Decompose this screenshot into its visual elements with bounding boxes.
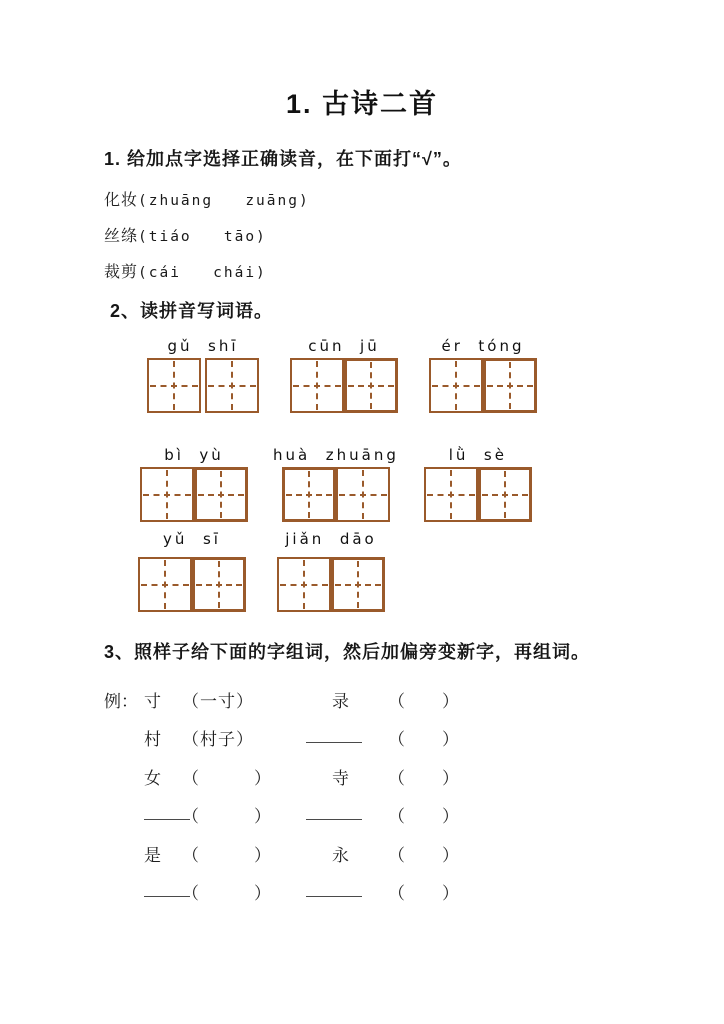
- answer-parens[interactable]: （ ）: [182, 807, 272, 827]
- tianzige-box[interactable]: [277, 557, 331, 612]
- q1-choices[interactable]: (tiáo tāo): [138, 229, 267, 245]
- tianzige-box[interactable]: [194, 467, 248, 522]
- pinyin-grid-row: [138, 530, 724, 612]
- base-character: 永: [332, 845, 349, 865]
- word-formation-row: [104, 680, 724, 719]
- answer-parens[interactable]: （ ）: [182, 768, 272, 788]
- q1-word: 裁剪: [104, 264, 139, 281]
- writing-boxes: [277, 557, 385, 612]
- tianzige-box[interactable]: [483, 358, 537, 413]
- q1-heading: 1. 给加点字选择正确读音，在下面打“√”。: [104, 149, 462, 169]
- pinyin-label: yǔ sī: [163, 530, 221, 548]
- q1-word: 化妆: [104, 192, 139, 209]
- tianzige-box[interactable]: [331, 557, 385, 612]
- example-word-parens: （村子）: [182, 730, 254, 750]
- answer-parens[interactable]: （ ）: [388, 768, 460, 788]
- tianzige-box[interactable]: [478, 467, 532, 522]
- word-formation-row: [104, 757, 724, 796]
- q3-heading: 3、照样子给下面的字组词，然后加偏旁变新字，再组词。: [104, 642, 591, 662]
- tianzige-box[interactable]: [429, 358, 483, 413]
- pinyin-label: cūn jū: [308, 337, 380, 355]
- base-character: 寺: [332, 768, 349, 788]
- tianzige-box[interactable]: [138, 557, 192, 612]
- answer-parens[interactable]: （ ）: [182, 884, 272, 904]
- answer-parens[interactable]: （ ）: [388, 884, 460, 904]
- pronunciation-item: [104, 187, 724, 207]
- writing-boxes: [138, 557, 246, 612]
- base-character: 是: [144, 845, 161, 865]
- new-character-slot: [144, 805, 182, 825]
- answer-parens[interactable]: （ ）: [388, 845, 460, 865]
- blank-line[interactable]: [306, 883, 362, 897]
- page-title: 1. 古诗二首: [285, 89, 439, 119]
- q2-heading: 2、读拼音写词语。: [110, 301, 274, 321]
- word-grid-group: [138, 530, 246, 612]
- tianzige-box[interactable]: [147, 358, 201, 413]
- pinyin-label: ér tóng: [441, 337, 525, 355]
- word-grid-group: [277, 530, 385, 612]
- tianzige-box[interactable]: [424, 467, 478, 522]
- word-formation-row: [104, 873, 724, 912]
- tianzige-box[interactable]: [336, 467, 390, 522]
- new-character-slot: [306, 728, 388, 748]
- blank-line[interactable]: [306, 729, 362, 743]
- new-character-slot: [144, 882, 182, 902]
- word-grid-group: [140, 446, 248, 522]
- pinyin-grid-row: [147, 337, 724, 413]
- word-formation-table: [0, 680, 724, 911]
- pinyin-label: gǔ shī: [167, 337, 239, 355]
- tianzige-box[interactable]: [140, 467, 194, 522]
- writing-boxes: [147, 358, 259, 413]
- pinyin-label: bì yù: [164, 446, 224, 464]
- new-character-slot: [306, 882, 388, 902]
- example-word-parens: （一寸）: [182, 691, 254, 711]
- pinyin-label: lǜ sè: [448, 446, 507, 464]
- q1-word: 丝绦: [104, 228, 139, 245]
- word-grid-group: [290, 337, 398, 413]
- base-character: 村: [144, 730, 161, 750]
- word-formation-row: [104, 834, 724, 873]
- tianzige-box[interactable]: [192, 557, 246, 612]
- word-formation-row: [104, 719, 724, 758]
- tianzige-box[interactable]: [205, 358, 259, 413]
- tianzige-box[interactable]: [344, 358, 398, 413]
- word-formation-row: [104, 796, 724, 835]
- writing-boxes: [290, 358, 398, 413]
- answer-parens[interactable]: （ ）: [182, 845, 272, 865]
- answer-parens[interactable]: （ ）: [388, 730, 460, 750]
- q1-choices[interactable]: (cái chái): [138, 265, 267, 281]
- base-character: 录: [332, 691, 349, 711]
- answer-parens[interactable]: （ ）: [388, 691, 460, 711]
- word-grid-group: [429, 337, 537, 413]
- pronunciation-item: [104, 223, 724, 243]
- tianzige-box[interactable]: [290, 358, 344, 413]
- answer-parens[interactable]: （ ）: [388, 807, 460, 827]
- example-label: 例：: [104, 691, 138, 711]
- writing-boxes: [282, 467, 390, 522]
- new-character-slot: [306, 805, 388, 825]
- base-character: 寸: [144, 691, 161, 711]
- writing-boxes: [424, 467, 532, 522]
- blank-line[interactable]: [306, 806, 362, 820]
- word-grid-group: [147, 337, 259, 413]
- writing-boxes: [429, 358, 537, 413]
- word-grid-group: [273, 446, 399, 522]
- pinyin-label: huà zhuāng: [273, 446, 399, 464]
- pronunciation-item: [104, 259, 724, 279]
- pinyin-label: jiǎn dāo: [285, 530, 377, 548]
- word-grid-group: [424, 446, 532, 522]
- base-character: 女: [144, 768, 161, 788]
- tianzige-box[interactable]: [282, 467, 336, 522]
- writing-boxes: [140, 467, 248, 522]
- q1-choices[interactable]: (zhuāng zuāng): [138, 193, 310, 209]
- pinyin-grid-row: [140, 446, 724, 522]
